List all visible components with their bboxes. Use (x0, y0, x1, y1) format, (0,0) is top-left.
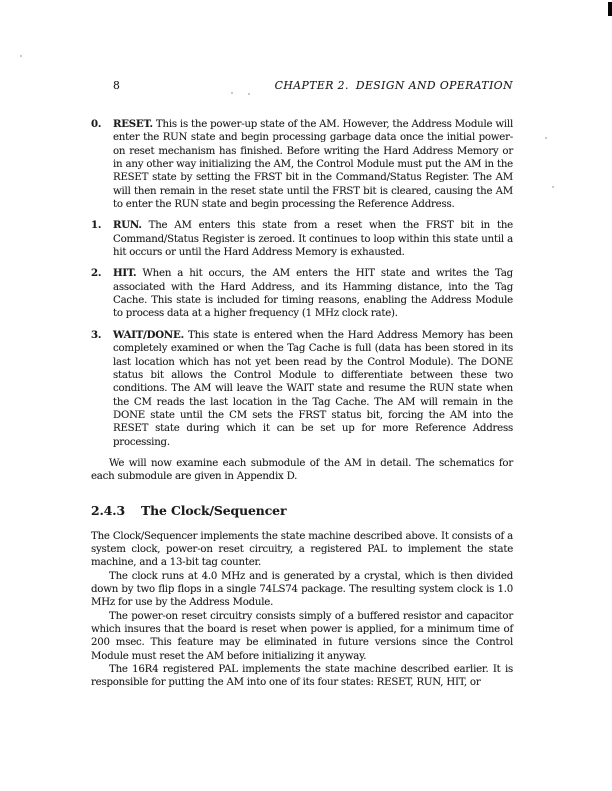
chapter-label: CHAPTER 2. (274, 79, 349, 92)
item-term: WAIT/DONE. (113, 328, 184, 341)
item-label: 3. (91, 328, 102, 341)
paragraph-power-on-reset: The power-on reset circuitry consists simply of a buffered resistor and capacitor which insures that the board is reset when power is applied, for a minimum time of 200 msec. This feature may be eliminated in future versions since the Control Module must reset the AM before initializing it anyway. (91, 610, 513, 662)
chapter-name: DESIGN AND OPERATION (355, 79, 513, 92)
list-item-hit (91, 267, 513, 320)
section-title: The Clock/Sequencer (141, 502, 287, 518)
item-text: When a hit occurs, the AM enters the HIT state and writes the Tag associated with the Hard Address, and its Hamming distance, into the Tag Cache. This state is included for timing reasons, enabling the Address Module to process data at a higher frequency (1 MHz clock rate). (113, 268, 513, 320)
state-list (91, 118, 513, 449)
section-heading (91, 503, 513, 518)
chapter-title (275, 79, 513, 92)
item-term: RUN. (113, 219, 142, 232)
running-header (91, 79, 513, 92)
item-label: 0. (91, 118, 102, 130)
list-item-wait-done (91, 329, 513, 449)
list-item-run (91, 219, 513, 259)
paragraph-16r4-pal: The 16R4 registered PAL implements the state machine described earlier. It is responsible for putting the AM into one of its four states: RESET, RUN, HIT, or (91, 664, 513, 689)
item-label: 1. (91, 219, 102, 232)
paragraph-clock-crystal: The clock runs at 4.0 MHz and is generated by a crystal, which is then divided down by two flip flops in a single 74LS74 package. The resulting system clock is 1.0 MHz for use by the Address Module. (91, 570, 513, 609)
item-term: RESET. (113, 118, 153, 130)
paragraph-transition: We will now examine each submodule of the AM in detail. The schematics for each submodule are given in Appendix D. (91, 457, 513, 483)
scan-speck (20, 55, 22, 57)
scan-speck (545, 137, 547, 139)
list-item-reset (91, 118, 513, 211)
page-content (91, 79, 513, 690)
item-text: This is the power-up state of the AM. However, the Address Module will enter the RUN state and begin processing garbage data once the initial power-on reset mechanism has finished. Before writing the Hard Address Memory or in any other way initializing the AM, the Control Module must put the AM in the RESET state by setting the FRST bit in the Command/Status Register. The AM will then remain in the reset state until the FRST bit is cleared, causing the AM to enter the RUN state and begin processing the Reference Address. (113, 119, 513, 211)
item-term: HIT. (113, 267, 137, 280)
item-text: The AM enters this state from a reset when the FRST bit in the Command/Status Register is zeroed. It continues to loop within this state until a hit occurs or until the Hard Address Memory is exhausted. (113, 220, 513, 259)
item-label: 2. (91, 267, 102, 280)
section-number: 2.4.3 (91, 502, 125, 518)
item-text: This state is entered when the Hard Address Memory has been completely examined or when the Tag Cache is full (data has been stored in its last location which has not yet been read by the Control Module). The DONE status bit allows the Control Module to differentiate between these two conditions. The AM will leave the WAIT state and resume the RUN state when the CM reads the last location in the Tag Cache. The AM will remain in the DONE state until the CM sets the FRST status bit, forcing the AM into the RESET state during which it can be set up for more Reference Address processing. (113, 329, 513, 448)
paragraph-clock-sequencer-intro: The Clock/Sequencer implements the state machine described above. It consists of a system clock, power-on reset circuitry, a registered PAL to implement the state machine, and a 13-bit tag counter. (91, 530, 513, 569)
page-number: 8 (113, 79, 120, 92)
scan-artifact-bar (608, 2, 612, 16)
scan-speck (552, 186, 554, 188)
